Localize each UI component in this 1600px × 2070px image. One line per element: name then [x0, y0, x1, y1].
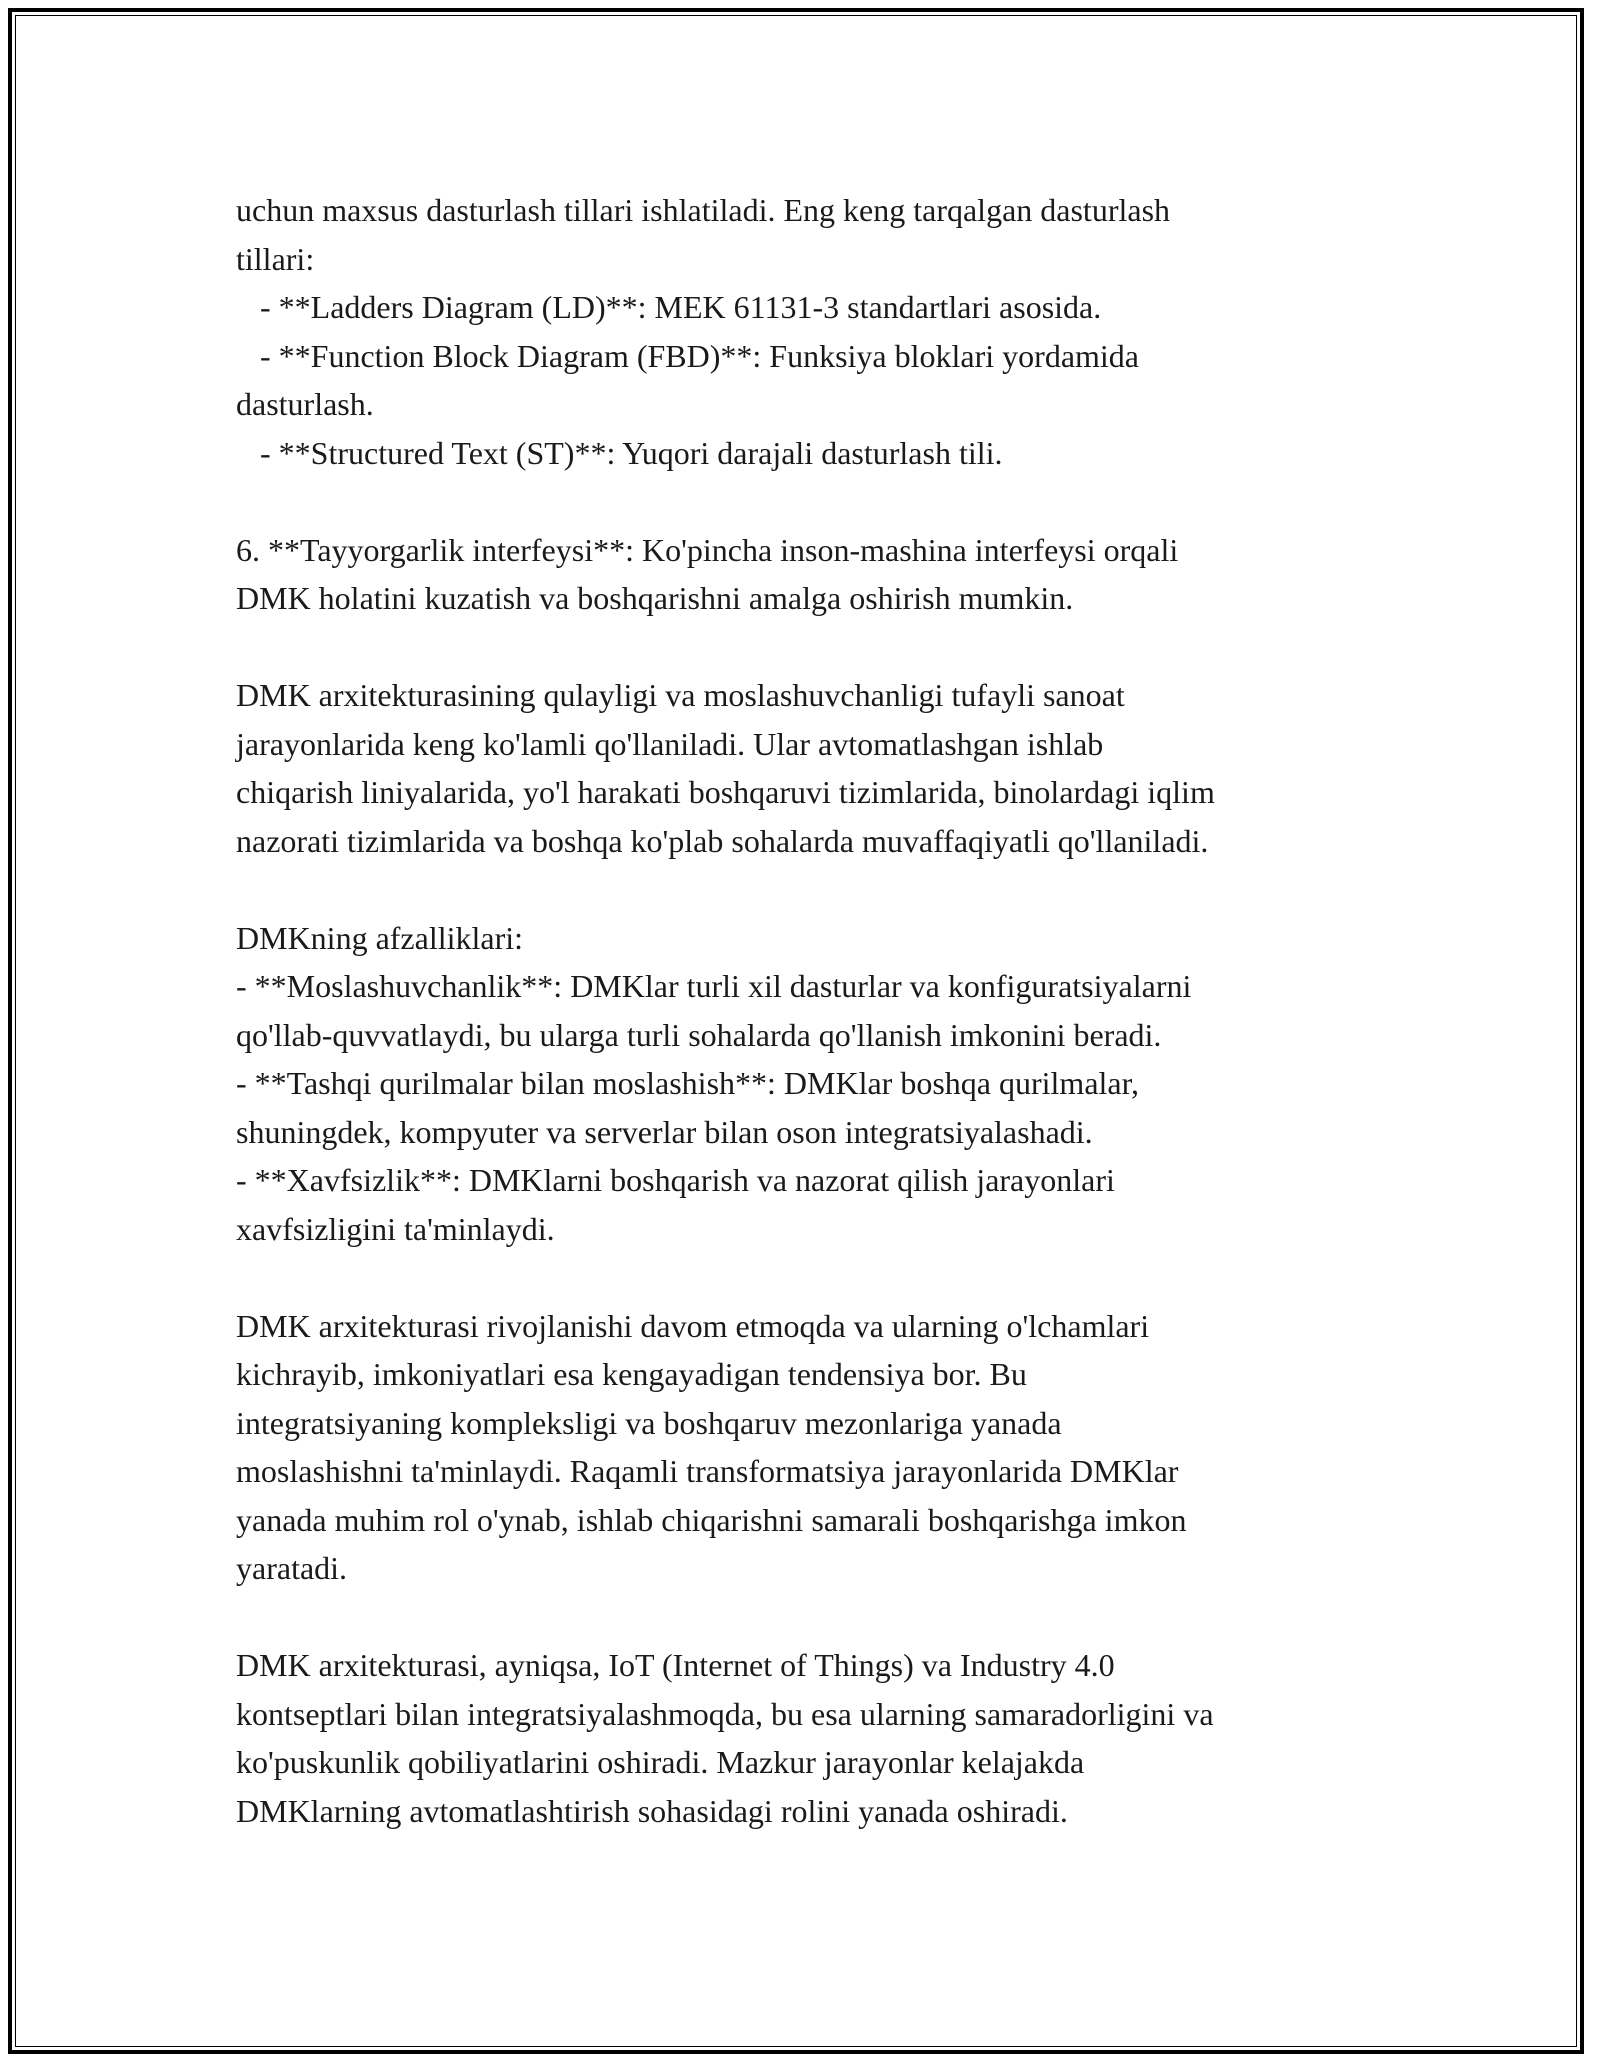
text-line: moslashishni ta'minlaydi. Raqamli transformatsiya jarayonlarida DMKlar: [236, 1453, 1179, 1489]
text-line: kontseptlari bilan integratsiyalashmoqda, bu esa ularning samaradorligini va: [236, 1695, 1214, 1732]
text-line: kichrayib, imkoniyatlari esa kengayadigan tendensiya bor. Bu: [236, 1356, 1027, 1392]
section-heading: DMKning afzalliklari:: [236, 919, 524, 956]
text-line: dasturlash.: [236, 386, 374, 422]
text-line: DMK arxitekturasi rivojlanishi davom etmoqda va ularning o'lchamlari: [236, 1307, 1150, 1344]
document-body: [236, 186, 1416, 1835]
text-line: DMK arxitekturasi, ayniqsa, IoT (Internet of Things) va Industry 4.0: [236, 1647, 1115, 1683]
paragraph-interface-item: [236, 526, 1416, 623]
text-line: DMK holatini kuzatish va boshqarishni amalga oshirish mumkin.: [236, 580, 1074, 616]
text-line: tillari:: [236, 240, 315, 277]
list-item-fbd: - **Function Block Diagram (FBD)**: Funksiya bloklari yordamida: [236, 337, 1139, 374]
paragraph-advantages: [236, 914, 1416, 1254]
paragraph-architecture-usage: [236, 671, 1416, 865]
text-line: ko'puskunlik qobiliyatlarini oshiradi. Mazkur jarayonlar kelajakda: [236, 1744, 1085, 1780]
paragraph-iot-industry: [236, 1641, 1416, 1835]
text-line: jarayonlarida keng ko'lamli qo'llaniladi. Ular avtomatlashgan ishlab: [236, 725, 1104, 762]
text-line: chiqarish liniyalarida, yo'l harakati boshqaruvi tizimlarida, binolardagi iqlim: [236, 774, 1215, 810]
text-line: uchun maxsus dasturlash tillari ishlatiladi. Eng keng tarqalgan dasturlash: [236, 192, 1171, 228]
text-line: qo'llab-quvvatlaydi, bu ularga turli sohalarda qo'llanish imkonini beradi.: [236, 1016, 1162, 1053]
text-line: yaratadi.: [236, 1550, 348, 1586]
text-line: yanada muhim rol o'ynab, ishlab chiqarishni samarali boshqarishga imkon: [236, 1501, 1187, 1538]
paragraph-languages-list: [236, 186, 1416, 477]
text-line: DMKlarning avtomatlashtirish sohasidagi rolini yanada oshiradi.: [236, 1792, 1068, 1829]
text-line: nazorati tizimlarida va boshqa ko'plab sohalarda muvaffaqiyatli qo'llaniladi.: [236, 822, 1209, 859]
text-line: shuningdek, kompyuter va serverlar bilan oson integratsiyalashadi.: [236, 1113, 1093, 1150]
text-line: DMK arxitekturasining qulayligi va moslashuvchanligi tufayli sanoat: [236, 677, 1125, 713]
list-item-ld: - **Ladders Diagram (LD)**: MEK 61131-3 standartlari asosida.: [236, 289, 1102, 325]
list-item-st: - **Structured Text (ST)**: Yuqori darajali dasturlash tili.: [236, 434, 1003, 471]
text-line: xavfsizligini ta'minlaydi.: [236, 1210, 555, 1247]
paragraph-development-trend: [236, 1302, 1416, 1593]
list-item-external-devices: - **Tashqi qurilmalar bilan moslashish**: DMKlar boshqa qurilmalar,: [236, 1065, 1139, 1101]
list-item-security: - **Xavfsizlik**: DMKlarni boshqarish va nazorat qilish jarayonlari: [236, 1162, 1115, 1198]
text-line: integratsiyaning kompleksligi va boshqaruv mezonlariga yanada: [236, 1404, 1062, 1441]
text-line: 6. **Tayyorgarlik interfeysi**: Ko'pincha inson-mashina interfeysi orqali: [236, 531, 1179, 568]
list-item-flexibility: - **Moslashuvchanlik**: DMKlar turli xil dasturlar va konfiguratsiyalarni: [236, 968, 1192, 1004]
